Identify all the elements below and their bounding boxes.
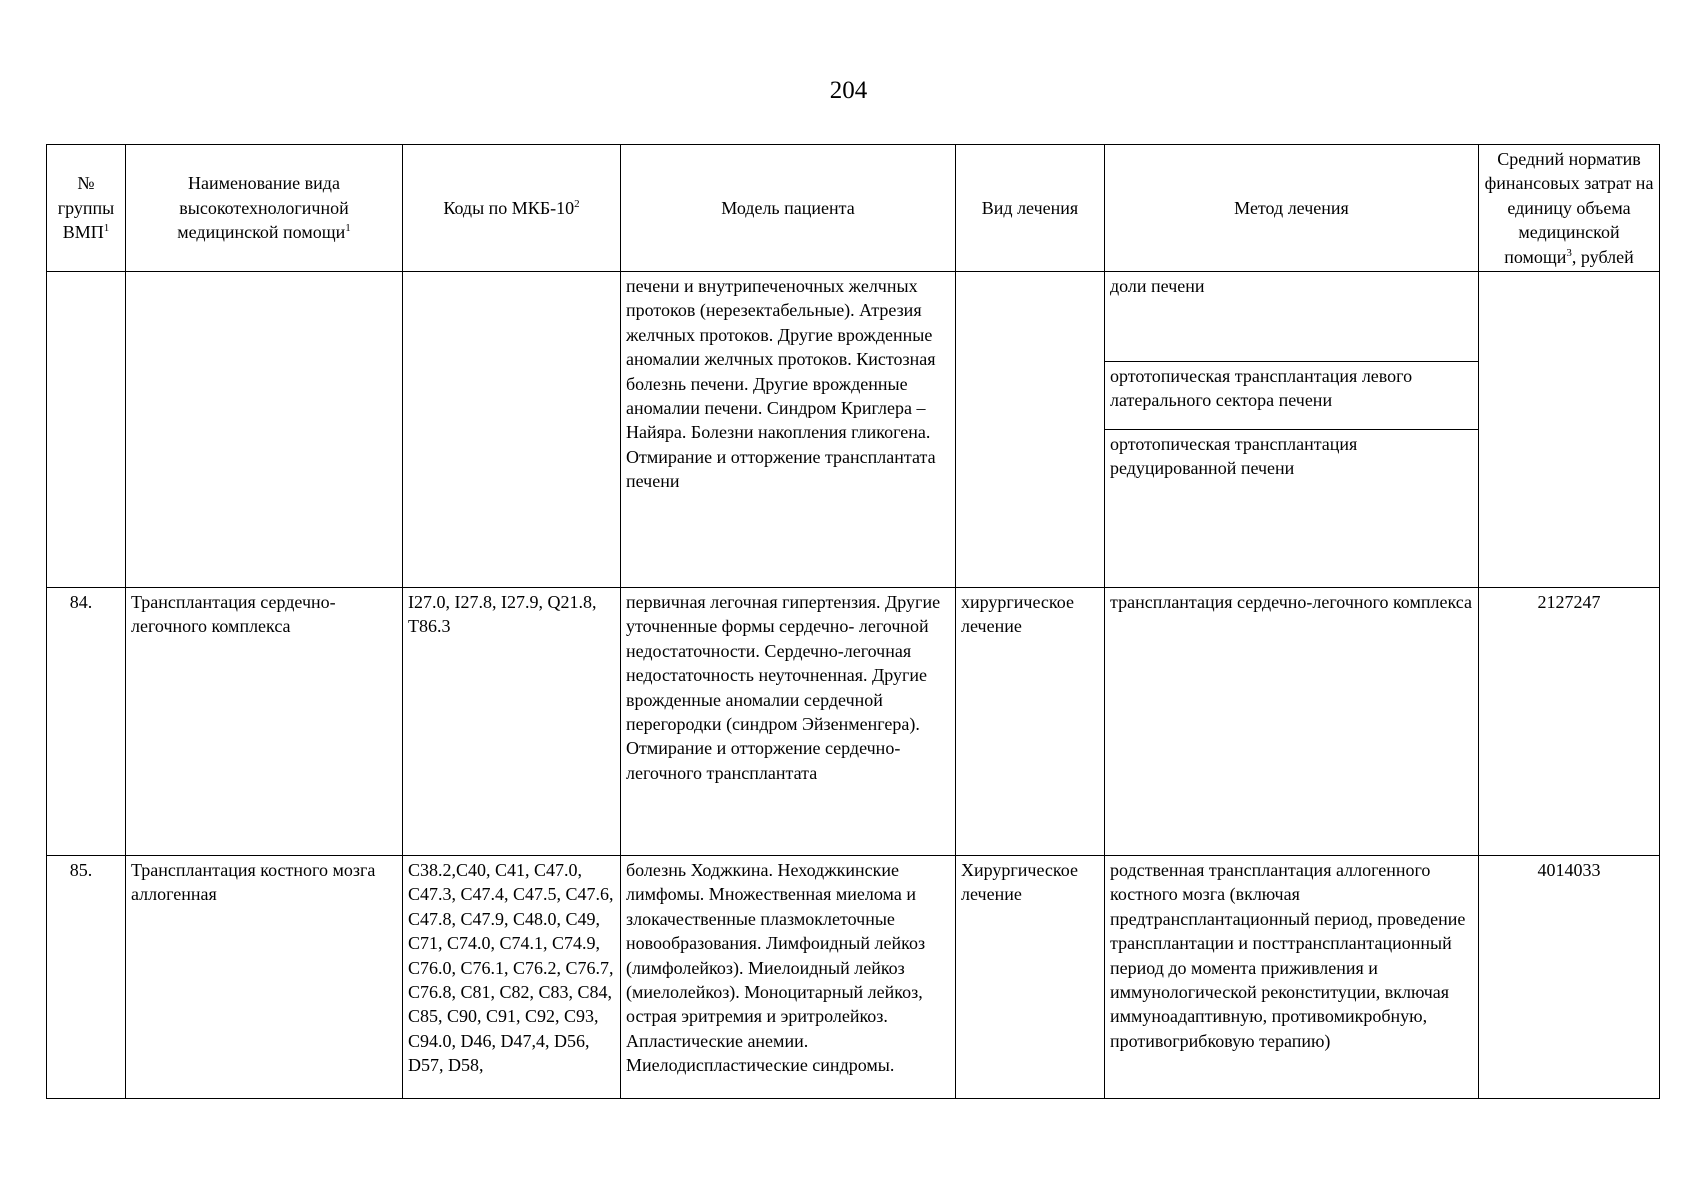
cell-cost: 2127247: [1479, 588, 1660, 856]
cell-patient-model: печени и внутрипеченочных желчных протоков (нерезектабельные). Атрезия желчных протоков. Другие врожденные аномалии желчных протоков. Кистозная болезнь печени. Другие врожденные аномалии печени. Синдром Криглера – Найяра. Болезни накопления гликогена. Отмирание и отторжение трансплантата печени: [621, 272, 956, 588]
cell-patient-model: болезнь Ходжкина. Неходжкинские лимфомы. Множественная миелома и злокачественные плазмоклеточные новообразования. Лимфоидный лейкоз (лимфолейкоз). Миелоидный лейкоз (миелолейкоз). Моноцитарный лейкоз, острая эритремия и эритролейкоз. Апластические анемии. Миелодиспластические синдромы.: [621, 856, 956, 1099]
cell-group-number: 85.: [47, 856, 126, 1099]
table-row: [47, 856, 1660, 1099]
cell-method: доли печени: [1105, 272, 1479, 362]
header-group-number: № группы ВМП$^1$: [47, 145, 126, 272]
cell-treatment-type: [956, 272, 1105, 588]
cell-method: родственная трансплантация аллогенного костного мозга (включая предтрансплантационный период, проведение трансплантации и посттрансплантационный период до момента приживления и иммунологической реконституции, включая иммуноадаптивную, противомикробную, противогрибковую терапию): [1105, 856, 1479, 1099]
cell-icd-codes: C38.2,C40, C41, C47.0, C47.3, C47.4, C47.5, C47.6, C47.8, C47.9, C48.0, C49, C71, C74.0, C74.1, C74.9, C76.0, C76.1, C76.2, C76.7, C76.8, C81, C82, C83, C84, C85, C90, C91, C92, C93, C94.0, D46, D47,4, D56, D57, D58,: [403, 856, 621, 1099]
header-care-type: Наименование вида высокотехнологичной медицинской помощи$^1$: [126, 145, 403, 272]
cell-treatment-type: Хирургическое лечение: [956, 856, 1105, 1099]
cell-patient-model: первичная легочная гипертензия. Другие уточненные формы сердечно- легочной недостаточности. Сердечно-легочная недостаточность неуточненная. Другие врожденные аномалии сердечной перегородки (синдром Эйзенменгера). Отмирание и отторжение сердечно-легочного трансплантата: [621, 588, 956, 856]
cell-method: ортотопическая трансплантация левого латерального сектора печени: [1105, 362, 1479, 430]
header-icd-codes: Коды по МКБ-$10^2$: [403, 145, 621, 272]
cell-care-type: Трансплантация костного мозга аллогенная: [126, 856, 403, 1099]
table-row-continuation: [47, 272, 1660, 362]
cell-group-number: 84.: [47, 588, 126, 856]
page-number: 204: [829, 77, 868, 104]
cell-method: ортотопическая трансплантация редуцированной печени: [1105, 430, 1479, 588]
header-patient-model: Модель пациента: [621, 145, 956, 272]
header-cost-norm: Средний норматив финансовых затрат на единицу объема медицинской помощи$^3$, рублей: [1479, 145, 1660, 272]
cell-treatment-type: хирургическое лечение: [956, 588, 1105, 856]
table-row: [47, 588, 1660, 856]
cell-group-number: [47, 272, 126, 588]
cell-icd-codes: [403, 272, 621, 588]
table-header-row: [47, 145, 1660, 272]
cell-cost: 4014033: [1479, 856, 1660, 1099]
header-treatment-type: Вид лечения: [956, 145, 1105, 272]
cell-method: трансплантация сердечно-легочного комплекса: [1105, 588, 1479, 856]
cell-care-type: [126, 272, 403, 588]
header-treatment-method: Метод лечения: [1105, 145, 1479, 272]
cell-icd-codes: I27.0, I27.8, I27.9, Q21.8, T86.3: [403, 588, 621, 856]
cell-care-type: Трансплантация сердечно-легочного комплекса: [126, 588, 403, 856]
cell-cost: [1479, 272, 1660, 588]
vmp-table: [46, 144, 1660, 1099]
